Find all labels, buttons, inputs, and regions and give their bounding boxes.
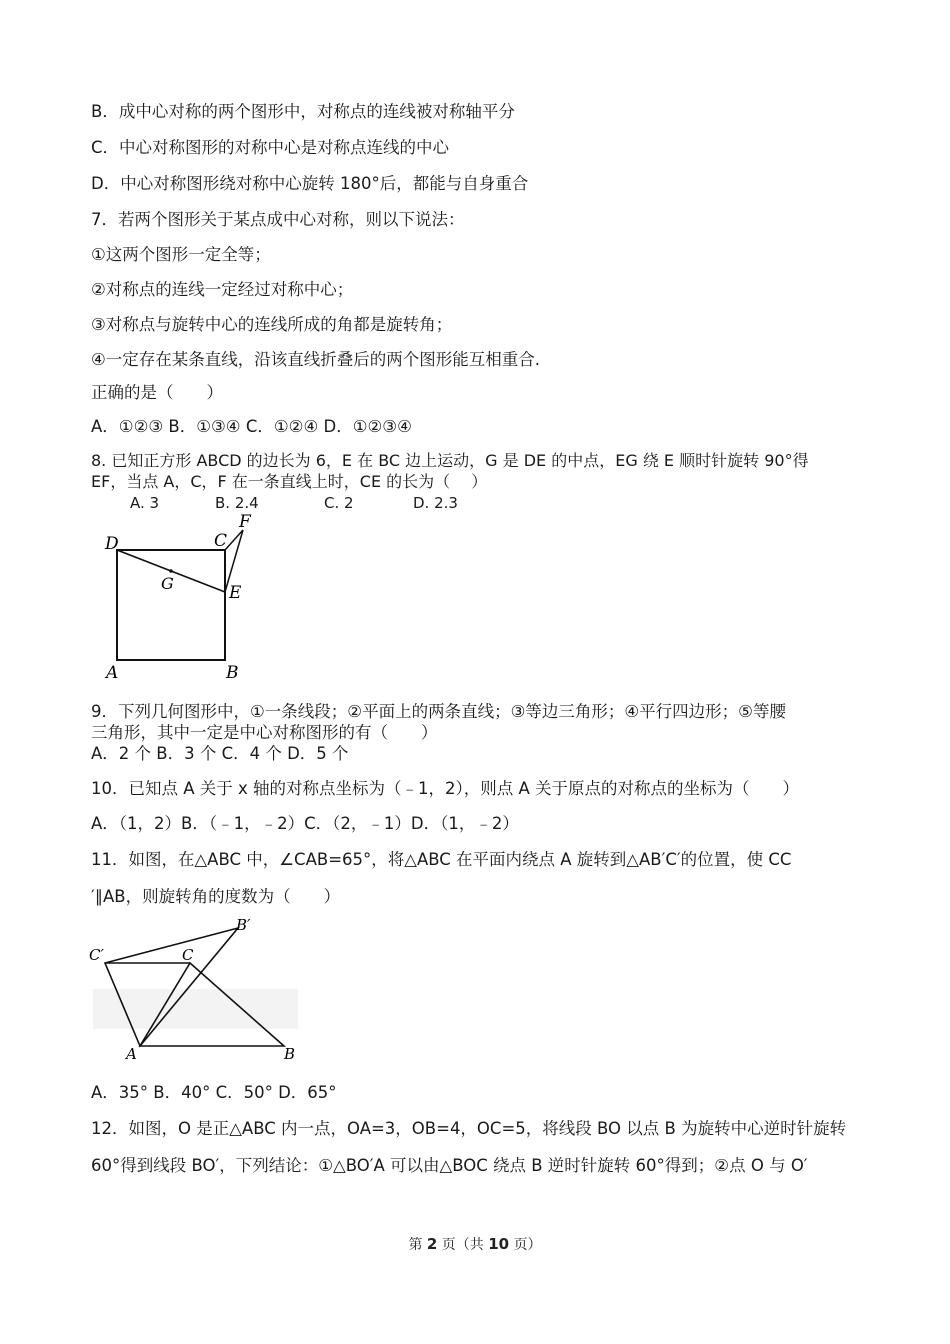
footer-post: 页） bbox=[513, 1237, 542, 1253]
line-q11-options: A．35° B．40° C．50° D．65° bbox=[91, 1083, 337, 1102]
figure-q8-square bbox=[95, 510, 285, 690]
label-d: D bbox=[105, 534, 119, 554]
label-b: B bbox=[226, 663, 239, 683]
line-q9-a: 9．下列几何图形中，①一条线段；②平面上的两条直线；③等边三角形；④平行四边形；⑤等腰 bbox=[91, 702, 786, 721]
line-q12-a: 12．如图，O 是正△ABC 内一点，OA=3，OB=4，OC=5，将线段 BO 以点 B 为旋转中心逆时针旋转 bbox=[91, 1119, 847, 1138]
label-b: B bbox=[284, 1045, 296, 1063]
line-q7-options: A．①②③ B．①③④ C．①②④ D．①②③④ bbox=[91, 417, 412, 436]
label-g: G bbox=[161, 574, 174, 593]
line-q12-b: 60°得到线段 BO′，下列结论：①△BO′A 可以由△BOC 绕点 B 逆时针旋转 60°得到；②点 O 与 O′ bbox=[91, 1156, 808, 1175]
line-q7-statement-4: ④一定存在某条直线，沿该直线折叠后的两个图形能互相重合. bbox=[91, 350, 541, 369]
line-q8-b: EF，当点 A，C，F 在一条直线上时，CE 的长为（ ） bbox=[91, 472, 488, 491]
line-q9-b: 三角形，其中一定是中心对称图形的有（ ） bbox=[91, 723, 438, 742]
footer-mid: 页（共 bbox=[441, 1237, 484, 1253]
point-g bbox=[169, 569, 173, 573]
line-q7-ask: 正确的是（ ） bbox=[91, 383, 223, 402]
line-q10-options: A．（1，2）B．（﹣1，﹣2）C．（2，﹣1）D．（1，﹣2） bbox=[91, 814, 519, 833]
line-q11-a: 11．如图，在△ABC 中，∠CAB=65°，将△ABC 在平面内绕点 A 旋转到△AB′C′的位置，使 CC bbox=[91, 850, 792, 869]
line-q7-statement-2: ②对称点的连线一定经过对称中心； bbox=[91, 280, 354, 299]
figure-q11-rotation bbox=[85, 915, 315, 1065]
footer-total-pages: 10 bbox=[488, 1235, 510, 1253]
q8-option-a: A. 3 bbox=[130, 494, 160, 512]
square-abcd bbox=[117, 550, 225, 660]
line-q8-a: 8. 已知正方形 ABCD 的边长为 6，E 在 BC 边上运动，G 是 DE 的中点，EG 绕 E 顺时针旋转 90°得 bbox=[91, 451, 809, 470]
label-b-prime: B′ bbox=[236, 916, 251, 934]
q8-option-b: B. 2.4 bbox=[215, 494, 259, 512]
label-c: C bbox=[214, 531, 228, 551]
line-q9-options: A．2 个 B．3 个 C．4 个 D．5 个 bbox=[91, 744, 349, 763]
line-q6c: C．中心对称图形的对称中心是对称点连线的中心 bbox=[91, 138, 450, 157]
line-q7: 7．若两个图形关于某点成中心对称，则以下说法： bbox=[91, 210, 465, 229]
label-c-prime: C′ bbox=[89, 946, 104, 964]
line-q11-b: ′∥AB，则旋转角的度数为（ ） bbox=[91, 887, 341, 906]
line-q7-statement-1: ①这两个图形一定全等； bbox=[91, 245, 271, 264]
label-f: F bbox=[239, 512, 251, 532]
q8-option-d: D. 2.3 bbox=[413, 494, 458, 512]
line-q7-statement-3: ③对称点与旋转中心的连线所成的角都是旋转角； bbox=[91, 315, 453, 334]
label-c: C bbox=[182, 946, 194, 964]
footer-page-number: 2 bbox=[426, 1235, 438, 1253]
line-q6b: B．成中心对称的两个图形中，对称点的连线被对称轴平分 bbox=[91, 102, 515, 121]
line-q10: 10．已知点 A 关于 x 轴的对称点坐标为（﹣1，2），则点 A 关于原点的对称点的坐标为（ ） bbox=[91, 779, 800, 798]
label-a: A bbox=[126, 1045, 137, 1063]
footer-pre: 第 bbox=[408, 1237, 423, 1253]
line-q6d: D．中心对称图形绕对称中心旋转 180°后，都能与自身重合 bbox=[91, 174, 529, 193]
label-e: E bbox=[229, 583, 242, 603]
q8-option-c: C. 2 bbox=[324, 494, 354, 512]
page-footer bbox=[0, 1234, 950, 1254]
label-a: A bbox=[106, 663, 119, 683]
